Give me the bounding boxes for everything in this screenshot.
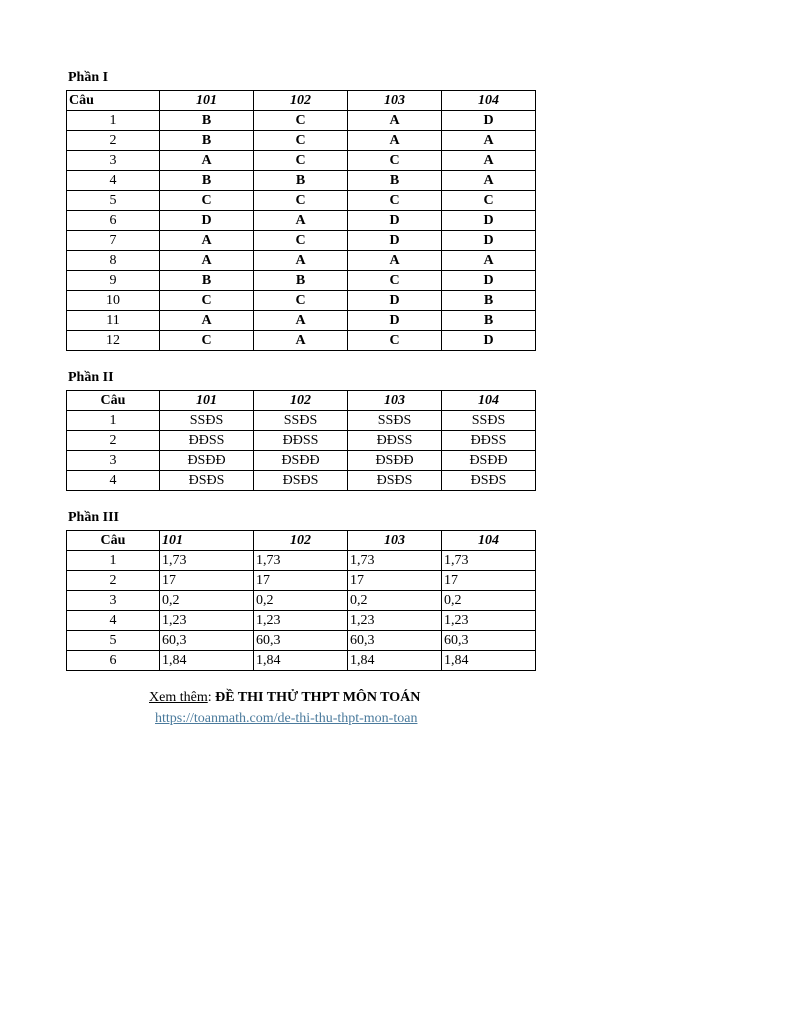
answer-cell: 17 — [348, 571, 442, 591]
answer-cell: ĐĐSS — [160, 431, 254, 451]
answer-cell: C — [348, 271, 442, 291]
answer-cell: A — [442, 151, 536, 171]
answer-cell: C — [254, 151, 348, 171]
table-row — [67, 651, 536, 671]
answer-cell: ĐSĐĐ — [160, 451, 254, 471]
answer-cell: D — [348, 211, 442, 231]
part1-header-row — [67, 91, 536, 111]
answer-cell: 1,84 — [160, 651, 254, 671]
answer-cell: 1,73 — [254, 551, 348, 571]
answer-cell: B — [442, 291, 536, 311]
answer-cell: A — [160, 231, 254, 251]
part2-title: Phần II — [68, 370, 114, 385]
answer-cell: SSĐS — [160, 411, 254, 431]
answer-cell: SSĐS — [442, 411, 536, 431]
answer-cell: ĐĐSS — [254, 431, 348, 451]
answer-cell: ĐĐSS — [442, 431, 536, 451]
question-number-cell: 2 — [67, 131, 160, 151]
question-number-cell: 4 — [67, 471, 160, 491]
answer-cell: B — [160, 131, 254, 151]
answer-cell: C — [348, 151, 442, 171]
table-row — [67, 131, 536, 151]
answer-cell: B — [254, 171, 348, 191]
answer-cell: A — [160, 311, 254, 331]
question-number-cell: 9 — [67, 271, 160, 291]
table-row — [67, 591, 536, 611]
answer-cell: A — [348, 251, 442, 271]
answer-cell: D — [442, 331, 536, 351]
answer-cell: 1,73 — [160, 551, 254, 571]
table-row — [67, 231, 536, 251]
answer-cell: 60,3 — [160, 631, 254, 651]
answer-cell: C — [254, 111, 348, 131]
answer-cell: A — [442, 251, 536, 271]
header-code-104: 104 — [442, 391, 536, 411]
see-more-label: Xem thêm — [149, 690, 208, 705]
see-more-line — [149, 690, 420, 706]
answer-cell: 60,3 — [348, 631, 442, 651]
header-cau: Câu — [67, 391, 160, 411]
answer-cell: A — [254, 211, 348, 231]
question-number-cell: 12 — [67, 331, 160, 351]
table-row — [67, 411, 536, 431]
answer-cell: A — [254, 331, 348, 351]
question-number-cell: 2 — [67, 431, 160, 451]
table-row — [67, 471, 536, 491]
answer-cell: A — [348, 131, 442, 151]
answer-cell: ĐSĐS — [348, 471, 442, 491]
header-code-103: 103 — [348, 391, 442, 411]
answer-cell: C — [160, 291, 254, 311]
question-number-cell: 7 — [67, 231, 160, 251]
part2-header-row — [67, 391, 536, 411]
table-row — [67, 571, 536, 591]
answer-cell: 1,23 — [160, 611, 254, 631]
answer-cell: C — [442, 191, 536, 211]
answer-cell: 17 — [442, 571, 536, 591]
answer-cell: 17 — [160, 571, 254, 591]
answer-cell: B — [348, 171, 442, 191]
header-code-104: 104 — [442, 91, 536, 111]
question-number-cell: 4 — [67, 611, 160, 631]
header-code-103: 103 — [348, 91, 442, 111]
answer-cell: 1,84 — [348, 651, 442, 671]
table-row — [67, 211, 536, 231]
answer-cell: ĐSĐĐ — [254, 451, 348, 471]
answer-cell: 1,73 — [348, 551, 442, 571]
answer-cell: D — [348, 291, 442, 311]
question-number-cell: 5 — [67, 631, 160, 651]
question-number-cell: 5 — [67, 191, 160, 211]
question-number-cell: 1 — [67, 111, 160, 131]
answer-cell: A — [442, 131, 536, 151]
answer-cell: ĐSĐS — [254, 471, 348, 491]
answer-cell: A — [442, 171, 536, 191]
answer-cell: 1,23 — [348, 611, 442, 631]
part2-table — [66, 390, 536, 491]
toanmath-link[interactable]: https://toanmath.com/de-thi-thu-thpt-mon-toan — [155, 711, 418, 726]
table-row — [67, 291, 536, 311]
answer-cell: C — [254, 231, 348, 251]
header-code-103: 103 — [348, 531, 442, 551]
question-number-cell: 3 — [67, 151, 160, 171]
header-code-102: 102 — [254, 391, 348, 411]
answer-cell: D — [442, 231, 536, 251]
answer-cell: 1,84 — [442, 651, 536, 671]
answer-cell: D — [348, 311, 442, 331]
answer-cell: ĐĐSS — [348, 431, 442, 451]
see-more-title: ĐỀ THI THỬ THPT MÔN TOÁN — [215, 690, 421, 705]
part1-title: Phần I — [68, 70, 109, 85]
answer-cell: D — [442, 211, 536, 231]
answer-cell: 1,84 — [254, 651, 348, 671]
answer-cell: C — [254, 131, 348, 151]
answer-cell: 1,73 — [442, 551, 536, 571]
table-row — [67, 431, 536, 451]
answer-cell: ĐSĐS — [442, 471, 536, 491]
answer-cell: A — [160, 151, 254, 171]
part3-table — [66, 530, 536, 671]
header-cau: Câu — [67, 91, 160, 111]
answer-cell: B — [160, 171, 254, 191]
answer-cell: D — [348, 231, 442, 251]
answer-cell: B — [160, 111, 254, 131]
header-code-101: 101 — [160, 531, 254, 551]
question-number-cell: 3 — [67, 451, 160, 471]
header-code-101: 101 — [160, 91, 254, 111]
part1-table — [66, 90, 536, 351]
header-code-102: 102 — [254, 531, 348, 551]
answer-cell: 0,2 — [442, 591, 536, 611]
header-code-104: 104 — [442, 531, 536, 551]
answer-cell: C — [160, 191, 254, 211]
question-number-cell: 3 — [67, 591, 160, 611]
question-number-cell: 2 — [67, 571, 160, 591]
answer-cell: ĐSĐS — [160, 471, 254, 491]
answer-cell: ĐSĐĐ — [348, 451, 442, 471]
table-row — [67, 171, 536, 191]
table-row — [67, 631, 536, 651]
answer-cell: D — [442, 271, 536, 291]
table-row — [67, 331, 536, 351]
header-code-102: 102 — [254, 91, 348, 111]
part3-header-row — [67, 531, 536, 551]
answer-cell: B — [442, 311, 536, 331]
answer-cell: C — [348, 331, 442, 351]
answer-cell: 1,23 — [442, 611, 536, 631]
answer-cell: 0,2 — [348, 591, 442, 611]
see-more-colon: : — [207, 690, 216, 705]
answer-cell: D — [442, 111, 536, 131]
answer-cell: 17 — [254, 571, 348, 591]
answer-cell: A — [160, 251, 254, 271]
header-code-101: 101 — [160, 391, 254, 411]
question-number-cell: 11 — [67, 311, 160, 331]
answer-cell: 0,2 — [160, 591, 254, 611]
answer-cell: C — [348, 191, 442, 211]
answer-cell: C — [254, 191, 348, 211]
question-number-cell: 1 — [67, 551, 160, 571]
table-row — [67, 551, 536, 571]
table-row — [67, 191, 536, 211]
answer-cell: SSĐS — [254, 411, 348, 431]
table-row — [67, 151, 536, 171]
question-number-cell: 1 — [67, 411, 160, 431]
table-row — [67, 251, 536, 271]
answer-cell: B — [160, 271, 254, 291]
answer-cell: D — [160, 211, 254, 231]
answer-cell: C — [254, 291, 348, 311]
answer-cell: SSĐS — [348, 411, 442, 431]
table-row — [67, 111, 536, 131]
table-row — [67, 451, 536, 471]
table-row — [67, 271, 536, 291]
answer-cell: A — [254, 311, 348, 331]
question-number-cell: 4 — [67, 171, 160, 191]
question-number-cell: 10 — [67, 291, 160, 311]
answer-cell: A — [348, 111, 442, 131]
table-row — [67, 311, 536, 331]
answer-cell: ĐSĐĐ — [442, 451, 536, 471]
question-number-cell: 6 — [67, 211, 160, 231]
answer-cell: B — [254, 271, 348, 291]
answer-cell: 60,3 — [254, 631, 348, 651]
header-cau: Câu — [67, 531, 160, 551]
question-number-cell: 8 — [67, 251, 160, 271]
question-number-cell: 6 — [67, 651, 160, 671]
table-row — [67, 611, 536, 631]
answer-cell: 1,23 — [254, 611, 348, 631]
answer-cell: 60,3 — [442, 631, 536, 651]
part3-title: Phần III — [68, 510, 119, 525]
answer-cell: C — [160, 331, 254, 351]
answer-cell: A — [254, 251, 348, 271]
answer-cell: 0,2 — [254, 591, 348, 611]
